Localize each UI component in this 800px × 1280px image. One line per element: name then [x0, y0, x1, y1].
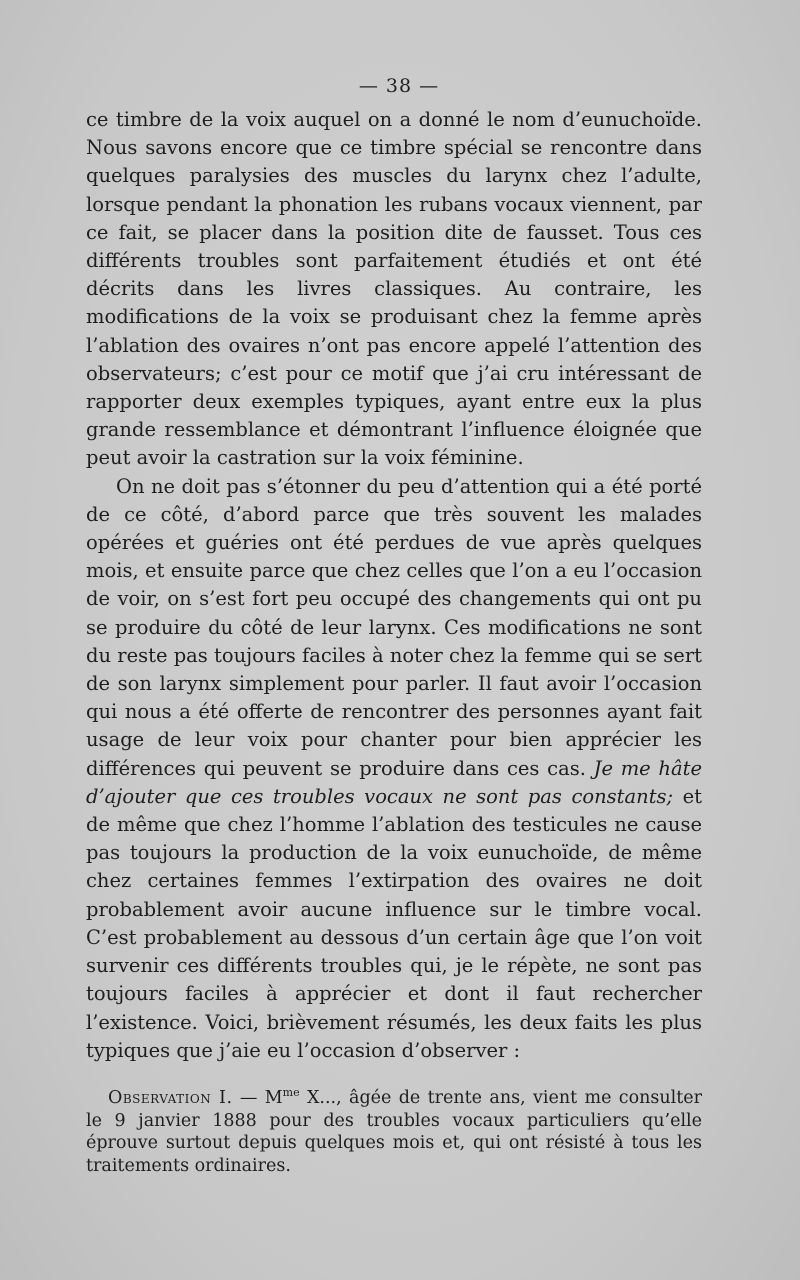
paragraph-1: ce timbre de la voix auquel on a donné le nom d’eunuchoïde. Nous savons encore que ce timbre spécial se rencontre dans quelques paralysies des muscles du larynx chez l’adulte, lorsque pendant la phonation les rubans vocaux viennent, par ce fait, se placer dans la position dite de fausset. Tous ces différents troubles sont parfaitement étudiés et ont été décrits dans les livres classiques. Au contraire, les modifications de la voix se produisant chez la femme après l’ablation des ovaires n’ont pas encore appelé l’attention des observateurs; c’est pour ce motif que j’ai cru intéressant de rapporter deux exemples typiques, ayant entre eux la plus grande ressemblance et démontrant l’influence éloignée que peut avoir la castration sur la voix féminine. — [86, 108, 702, 470]
book-page — [86, 70, 702, 1177]
observation-note — [86, 1087, 702, 1177]
observation-dash: — M — [232, 1087, 283, 1108]
page-number: — 38 — — [358, 75, 440, 97]
paragraph-2-italic-text: Je me hâte d’ajouter que ces troubles vocaux ne sont pas constants; — [86, 756, 702, 808]
paragraph-2-text-end: et de même que chez l’homme l’ablation des testicules ne cause pas toujours la production de la voix eunuchoïde, de même chez certaines femmes l’extirpation des ovaires ne doit probablement avoir aucune influence sur le timbre vocal. C’est probablement au dessous d’un certain âge que l’on voit survenir ces différents troubles qui, je le répète, ne sont pas toujours faciles à apprécier et dont il faut rechercher l’existence. Voici, brièvement résumés, les deux faits les plus typiques que j’aie eu l’occasion d’observer : — [86, 784, 702, 1062]
observation-text: X..., âgée de trente ans, vient me consulter le 9 janvier 1888 pour des troubles vocaux particuliers qu’elle éprouve surtout depuis quelques mois et, qui ont résisté à tous les traitements ordinaires. — [86, 1087, 702, 1176]
paragraph-2-text-start: On ne doit pas s’étonner du peu d’attention qui a été porté de ce côté, d’abord parce que très souvent les malades opérées et guéries ont été perdues de vue après quelques mois, et ensuite parce que chez celles que l’on a eu l’occasion de voir, on s’est fort peu occupé des changements qui ont pu se produire du côté de leur larynx. Ces modifications ne sont du reste pas toujours faciles à noter chez la femme qui se sert de son larynx simplement pour parler. Il faut avoir l’occasion qui nous a été offerte de rencontrer des personnes ayant fait usage de leur voix pour chanter pour bien apprécier les différences qui peuvent se produire dans ces cas. — [86, 474, 702, 780]
observation-label: Observation I. — [108, 1087, 233, 1108]
paragraph-2 — [86, 473, 702, 1065]
observation-title-superscript: me — [282, 1086, 300, 1100]
